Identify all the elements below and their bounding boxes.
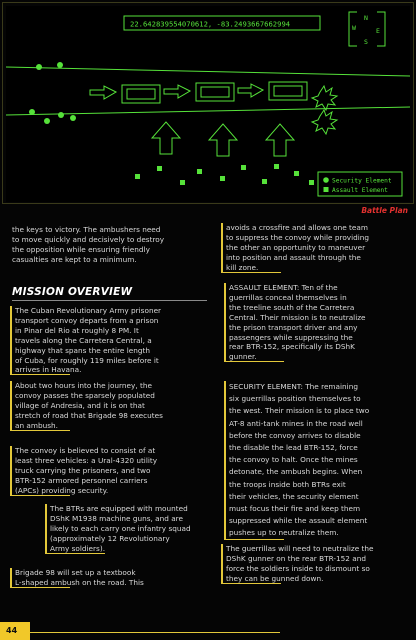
security-element-paragraph: SECURITY ELEMENT: The remaining six guerrillas position themselves to the west. Their mission is to place two AT-8 anti-tank mines in the road well before the convoy arrives to disable the disable the lead BTR-152, force the convoy to halt. Once the mines detonate, the ambush begins. When the troops inside both BTRs exit their vehicles, the security element must focus their fire and keep them suppressed while the assault element pushes up to neutralize them. [224, 381, 415, 540]
heading-underline [12, 300, 207, 301]
map-legend [318, 172, 402, 196]
compass-s: S [364, 38, 368, 46]
right-closing-paragraph: The guerrillas will need to neutralize the DShK gunner on the rear BTR-152 and force the soldiers inside to dismount so they can be gunned down. [221, 544, 416, 584]
battle-plan-map [6, 6, 410, 202]
convoy-vehicles [122, 82, 307, 103]
right-intro-paragraph: avoids a crossfire and allows one team to suppress the convoy while providing the other an opportunity to maneuver into position and assault through the kill zone. [221, 223, 416, 273]
convoy-direction-arrows [90, 84, 263, 99]
footer-rule [30, 632, 280, 633]
coordinates-readout: 22.642839554070612, -83.2493667662994 [130, 19, 291, 29]
figure-caption: Battle Plan [361, 206, 408, 215]
left-intro-paragraph: the keys to victory. The ambushers need to move quickly and decisively to destroy the opposition while ensuring friendly casualties are kept to a minimum. [12, 225, 165, 264]
mine-explosion-icons [312, 86, 337, 134]
road-bottom-edge [6, 107, 410, 115]
section-heading: MISSION OVERVIEW [12, 286, 133, 298]
compass-icon [349, 12, 385, 46]
legend-assault-icon [324, 187, 329, 192]
legend-assault-label: Assault Element [332, 187, 388, 194]
left-paragraph-departure: The Cuban Revolutionary Army prisoner transport convoy departs from a prison in Pinar del Rio at roughly 8 PM. It travels along the Carretera Central, a highway that spans the entire length of Cuba, for roughly 119 miles before it arrives in Havana. [10, 306, 211, 375]
road-top-edge [6, 67, 410, 76]
compass-w: W [352, 24, 356, 32]
compass-n: N [364, 14, 368, 22]
left-paragraph-convoy: The convoy is believed to consist of at least three vehicles: a Ural-4320 utility truck carrying the prisoners, and two BTR-152 armored personnel carriers (APCs) providing security. [10, 446, 211, 496]
compass-e: E [376, 27, 380, 35]
left-paragraph-andresia: About two hours into the journey, the convoy passes the sparsely populated village of Andresia, and it is on that stretch of road that Brigade 98 executes an ambush. [10, 381, 211, 431]
left-paragraph-btr-weapons: The BTRs are equipped with mounted DShK M1938 machine guns, and are likely to each carry one infantry squad (approximately 12 Revolutionary Army soldiers). [45, 504, 215, 554]
assault-element-markers [135, 164, 314, 185]
assault-direction-arrows [152, 122, 294, 156]
legend-security-label: Security Element [332, 177, 392, 185]
page-number: 44 [0, 622, 30, 640]
assault-element-paragraph: ASSAULT ELEMENT: Ten of the guerrillas conceal themselves in the treeline south of the Carretera Central. Their mission is to neutralize the prison transport driver and any passengers while suppressing the rear BTR-152, specifically its DShK gunner. [224, 283, 415, 362]
left-paragraph-ambush: Brigade 98 will set up a textbook L-shaped ambush on the road. This [10, 568, 211, 588]
legend-security-icon [323, 177, 329, 183]
